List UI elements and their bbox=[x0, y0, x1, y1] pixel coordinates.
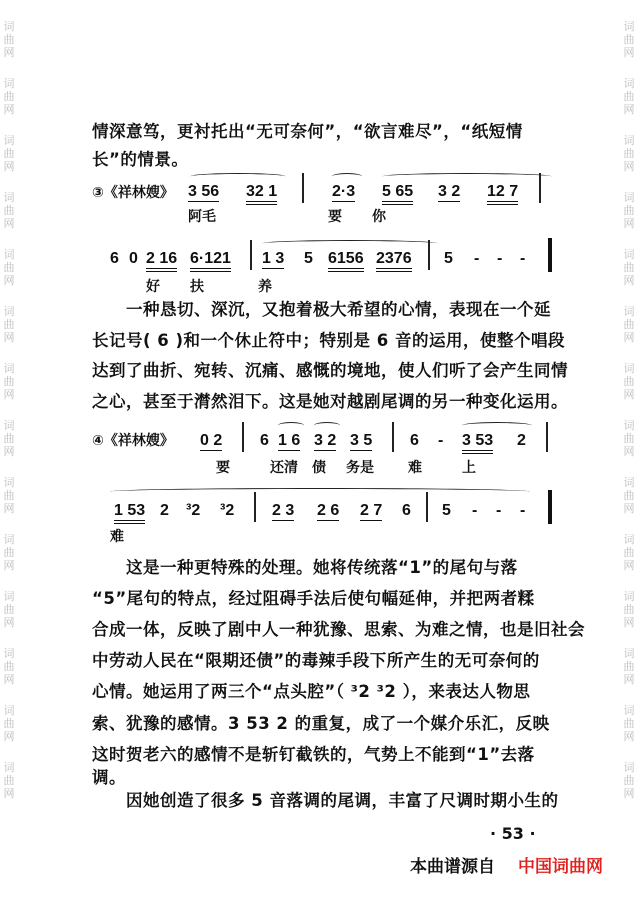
lyric: 扶 bbox=[190, 279, 204, 295]
paragraph-line: 之心，甚至于潸然泪下。这是她对越剧尾调的另一种变化运用。 bbox=[92, 392, 568, 411]
lyric: 务是 bbox=[346, 460, 374, 476]
note-group: 3 2 bbox=[438, 183, 461, 200]
example-label: ③《祥林嫂》 bbox=[92, 185, 174, 201]
watermark-left: 词曲网 词曲网 词曲网 词曲网 词曲网 词曲网 词曲网 词曲网 词曲网 词曲网 词曲网 词曲网 词曲网 词曲网 bbox=[3, 20, 15, 800]
paragraph-line: 长记号( 6 )和一个休止符中；特别是 6 音的运用，使整个唱段 bbox=[92, 331, 566, 350]
dash: - bbox=[497, 250, 503, 267]
dash: - bbox=[472, 502, 478, 519]
notation-row bbox=[92, 502, 562, 528]
paragraph-line: 这时贺老六的感情不是斩钉截铁的，气势上不能到“1”去落 bbox=[92, 745, 535, 764]
note-group: 6·121 bbox=[190, 250, 231, 272]
paragraph-line: 这是一种更特殊的处理。她将传统落“1”的尾句与落 bbox=[126, 558, 518, 577]
notation-row bbox=[92, 432, 562, 458]
lyric: 难 bbox=[408, 460, 422, 476]
note-group: 3 2 bbox=[314, 432, 337, 449]
lyric: 还清 bbox=[270, 460, 298, 476]
lyric: 要 bbox=[328, 209, 342, 225]
paragraph-line: 因她创造了很多 5 音落调的尾调，丰富了尺调时期小生的 bbox=[126, 791, 559, 810]
lyric: 好 bbox=[146, 279, 160, 295]
dash: - bbox=[474, 250, 480, 267]
note-group: 1 3 bbox=[262, 250, 285, 267]
note-group: 2 6 bbox=[317, 502, 340, 519]
paragraph-line: 调。 bbox=[92, 768, 126, 787]
note: 5 bbox=[442, 502, 451, 519]
note: 2 bbox=[517, 432, 526, 449]
grace-note: ³2 bbox=[220, 502, 235, 519]
paragraph-line: 一种恳切、深沉，又抱着极大希望的心情，表现在一个延 bbox=[126, 300, 551, 319]
note: 6 bbox=[260, 432, 269, 449]
page-number: · 53 · bbox=[490, 824, 536, 843]
lyric: 债 bbox=[312, 460, 326, 476]
note: 6 bbox=[110, 250, 119, 267]
paragraph-line: 中劳动人民在“限期还债”的毒辣手段下所产生的无可奈何的 bbox=[92, 651, 540, 670]
footer-source-label: 本曲谱源自 bbox=[410, 857, 495, 877]
paragraph-line: “5”尾句的特点，经过阻碍手法后使句幅延伸，并把两者糅 bbox=[92, 589, 535, 608]
dash: - bbox=[520, 502, 526, 519]
note-group: 12 7 bbox=[487, 183, 518, 205]
dash: - bbox=[520, 250, 526, 267]
grace-note: ³2 bbox=[186, 502, 201, 519]
note-group: 3 5 bbox=[350, 432, 373, 449]
paragraph-line: 长”的情景。 bbox=[92, 150, 189, 169]
paragraph-line: 索、犹豫的感情。3 53 2 的重复，成了一个媒介乐汇，反映 bbox=[92, 714, 550, 733]
footer-site-link[interactable]: 中国词曲网 bbox=[518, 857, 603, 877]
note: 5 bbox=[444, 250, 453, 267]
note: 2 bbox=[160, 502, 169, 519]
dash: - bbox=[438, 432, 444, 449]
paragraph-line: 达到了曲折、宛转、沉痛、感慨的境地，使人们听了会产生同情 bbox=[92, 361, 568, 380]
note-group: 1 6 bbox=[278, 432, 301, 449]
lyric: 你 bbox=[372, 209, 386, 225]
note-group: 3 53 bbox=[462, 432, 493, 454]
note-group: 5 65 bbox=[382, 183, 413, 205]
note-group: 1 53 bbox=[114, 502, 145, 524]
note-group: 2 7 bbox=[360, 502, 383, 519]
note-group: 2 3 bbox=[272, 502, 295, 519]
notation-row bbox=[92, 183, 562, 209]
note: 6 bbox=[410, 432, 419, 449]
note-group: 2376 bbox=[376, 250, 412, 272]
paragraph-line: 合成一体，反映了剧中人一种犹豫、思索、为难之情，也是旧社会 bbox=[92, 620, 585, 639]
note-group: 3 56 bbox=[188, 183, 220, 200]
lyric: 难 bbox=[110, 529, 124, 545]
note: 5 bbox=[304, 250, 313, 267]
note: 6 bbox=[402, 502, 411, 519]
note-group: 2·3 bbox=[332, 183, 356, 200]
lyric: 阿毛 bbox=[188, 209, 216, 225]
note-group: 0 2 bbox=[200, 432, 223, 449]
notation-row bbox=[92, 250, 562, 276]
example-label: ④《祥林嫂》 bbox=[92, 433, 174, 449]
note-group: 6156 bbox=[328, 250, 364, 272]
watermark-right: 词曲网 词曲网 词曲网 词曲网 词曲网 词曲网 词曲网 词曲网 词曲网 词曲网 词曲网 词曲网 词曲网 词曲网 bbox=[623, 20, 635, 800]
note-group: 32 1 bbox=[246, 183, 277, 205]
note: 0 bbox=[129, 250, 138, 267]
dash: - bbox=[496, 502, 502, 519]
paragraph-line: 情深意笃，更衬托出“无可奈何”，“欲言难尽”，“纸短情 bbox=[92, 122, 523, 141]
note-group: 2 16 bbox=[146, 250, 177, 272]
lyric: 养 bbox=[258, 279, 272, 295]
lyric: 上 bbox=[462, 460, 476, 476]
lyric: 要 bbox=[216, 460, 230, 476]
paragraph-line: 心情。她运用了两三个“点头腔”（ ³2 ³2 ），来表达人物思 bbox=[92, 682, 531, 701]
